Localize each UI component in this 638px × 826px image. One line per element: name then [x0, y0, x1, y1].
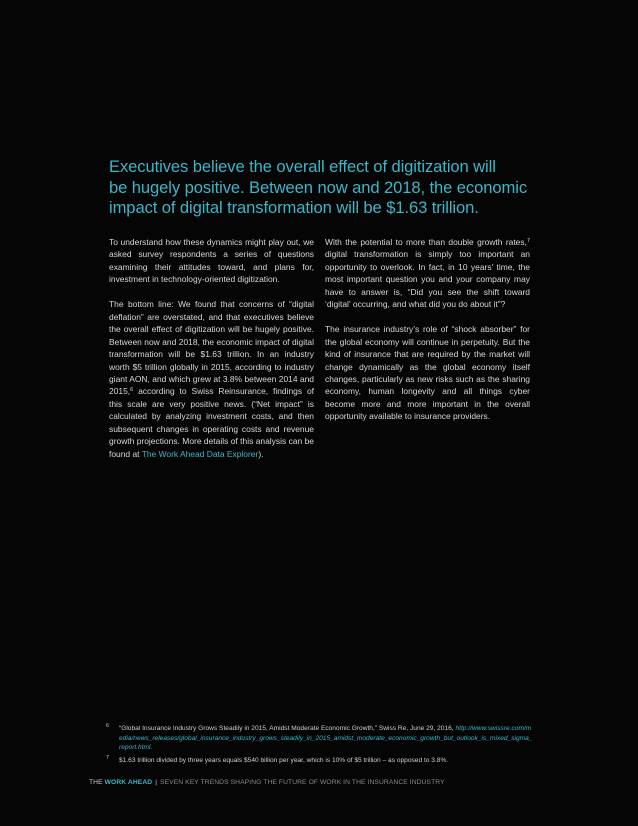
- footer-brand: WORK AHEAD: [104, 779, 153, 786]
- footnote-ref-7[interactable]: 7: [526, 238, 530, 244]
- footnote-text: $1.63 trillion divided by three years equals $540 billion per year, which is 10% of $5 trillion – as opposed to 3.8%.: [119, 756, 449, 764]
- headline-line: Executives believe the overall effect of digitization will: [109, 157, 496, 176]
- footer-separator: |: [155, 779, 158, 786]
- paragraph-text: ).: [258, 448, 264, 459]
- footnote-number: 7: [106, 754, 109, 761]
- page-footer: [89, 779, 539, 786]
- headline-line: be hugely positive. Between now and 2018, the economic: [109, 177, 528, 197]
- paragraph-text: digital transformation is simply too important an opportunity to overlook. In fact, in 10 years’ time, the most important question you and your company may have to answer is, “Did you see the shift toward ‘digital’ occurring, and what did you do about it”?: [325, 249, 530, 310]
- headline: [109, 157, 534, 219]
- footnote-7: [106, 754, 534, 766]
- footnotes: [106, 723, 534, 768]
- paragraph-text: according to Swiss Reinsurance, findings of this scale are very positive news. (“Net impact” is calculated by analyzing investment costs, and then subsequent changes in operating costs and revenue growth projections. More details of this analysis can be found at: [109, 386, 314, 459]
- footer-brand-prefix: THE: [89, 779, 105, 786]
- paragraph-text: With the potential to more than double growth rates,: [325, 237, 527, 247]
- left-paragraph-2: [109, 298, 314, 460]
- footnote-link[interactable]: http://www.swissre.com/media/news_releases/global_insurance_industry_grows_steadily_in_2015_amidst_moderate_economic_growth_but_outlook_is_mixed_sigma_report.html.: [119, 725, 533, 752]
- right-paragraph-1: [325, 236, 530, 311]
- right-column: [325, 236, 530, 435]
- footer-subtitle: SEVEN KEY TRENDS SHAPING THE FUTURE OF WORK IN THE INSURANCE INDUSTRY: [160, 779, 445, 786]
- footnote-text: “Global Insurance Industry Grows Steadily in 2015, Amidst Moderate Economic Growth,” Swiss Re, June 29, 2016,: [119, 725, 456, 732]
- right-paragraph-2: The insurance industry’s role of “shock absorber” for the global economy will continue in perpetuity. But the kind of insurance that are required by the market will change dynamically as the global economy itself changes, particularly as new risks such as the sharing economy, human longevity and all things cyber become more and more important in the overall opportunity available to insurance providers.: [325, 324, 530, 422]
- paragraph-text: The bottom line: We found that concerns of “digital deflation” are overstated, and that executives believe the overall effect of digitization will be hugely positive. Between now and 2018, the economic impact of digital transformation will be $1.63 trillion. In an industry worth $5 trillion globally in 2015, according to industry giant AON, and which grew at 3.8% between 2014 and 2015,: [109, 299, 314, 397]
- data-explorer-link[interactable]: The Work Ahead Data Explorer: [141, 448, 259, 459]
- left-column: [109, 236, 314, 473]
- footnote-ref-6[interactable]: 6: [130, 387, 134, 394]
- footnote-6: [106, 723, 534, 753]
- headline-line: impact of digital transformation will be $1.63 trillion.: [109, 198, 479, 217]
- left-paragraph-1: To understand how these dynamics might play out, we asked survey respondents a series of questions examining their attitudes toward, and plans for, investment in technology-oriented digitization.: [109, 237, 314, 285]
- footnote-number: 6: [106, 723, 109, 729]
